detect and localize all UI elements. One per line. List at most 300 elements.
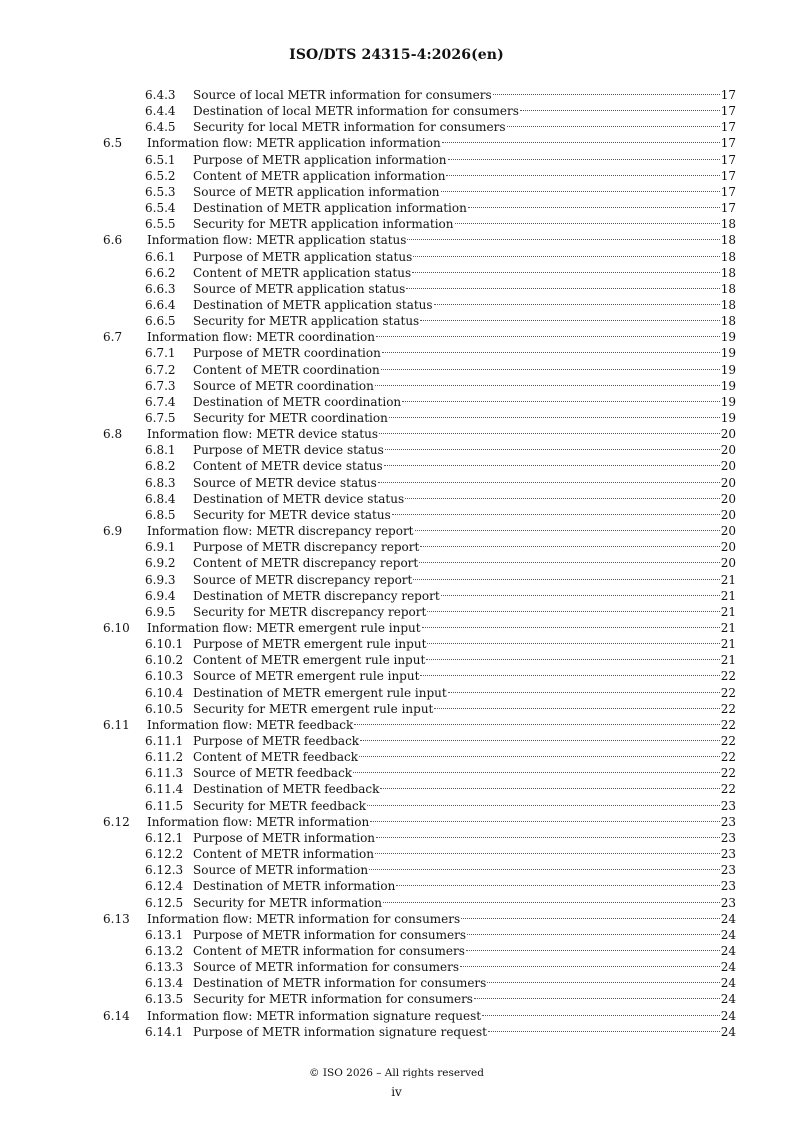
toc-entry-title: Content of METR coordination bbox=[193, 362, 380, 377]
toc-dot-leader bbox=[461, 918, 720, 919]
toc-entry[interactable] bbox=[0, 394, 793, 410]
toc-entry-page: 22 bbox=[720, 717, 736, 732]
toc-entry-line bbox=[147, 814, 736, 830]
toc-entry-line bbox=[193, 604, 736, 620]
toc-entry-title: Content of METR information bbox=[193, 847, 374, 862]
toc-entry-page: 18 bbox=[720, 297, 736, 312]
toc-entry-number: 6.11.4 bbox=[145, 782, 184, 797]
toc-entry-title: Information flow: METR device status bbox=[147, 427, 378, 442]
toc-entry-number: 6.7 bbox=[103, 330, 123, 345]
toc-entry-title: Content of METR information for consumers bbox=[193, 943, 465, 958]
toc-entry-page: 22 bbox=[720, 750, 736, 765]
toc-entry-page: 17 bbox=[720, 184, 736, 199]
toc-entry-title: Destination of METR information for consumers bbox=[193, 976, 487, 991]
toc-entry-line bbox=[193, 184, 736, 200]
toc-entry-number: 6.11.3 bbox=[145, 766, 184, 781]
toc-entry-title: Destination of METR information bbox=[193, 879, 396, 894]
toc-entry-line bbox=[193, 733, 736, 749]
toc-entry[interactable] bbox=[0, 862, 793, 878]
toc-entry-number: 6.10.5 bbox=[145, 701, 184, 716]
toc-entry-line bbox=[147, 523, 736, 539]
toc-entry-page: 24 bbox=[720, 1024, 736, 1039]
toc-entry[interactable] bbox=[0, 846, 793, 862]
toc-entry-line bbox=[193, 895, 736, 911]
toc-entry-number: 6.10 bbox=[103, 620, 130, 635]
toc-entry-title: Source of local METR information for consumers bbox=[193, 88, 492, 102]
toc-entry[interactable] bbox=[0, 830, 793, 846]
toc-dot-leader bbox=[389, 417, 720, 418]
toc-entry-number: 6.6.3 bbox=[145, 281, 176, 296]
toc-entry[interactable] bbox=[0, 701, 793, 717]
toc-entry-title: Destination of METR feedback bbox=[193, 782, 380, 797]
toc-entry-title: Purpose of METR information signature request bbox=[193, 1024, 487, 1039]
toc-entry-title: Destination of local METR information for consumers bbox=[193, 104, 519, 119]
toc-entry[interactable] bbox=[0, 733, 793, 749]
toc-entry-title: Destination of METR discrepancy report bbox=[193, 588, 440, 603]
toc-entry-number: 6.7.3 bbox=[145, 378, 176, 393]
toc-entry-page: 22 bbox=[720, 669, 736, 684]
toc-entry-number: 6.4.5 bbox=[145, 120, 176, 135]
toc-entry-title: Information flow: METR feedback bbox=[147, 717, 354, 732]
toc-dot-leader bbox=[448, 692, 720, 693]
toc-entry-line bbox=[193, 103, 736, 119]
toc-entry-number: 6.10.4 bbox=[145, 685, 184, 700]
toc-entry-title: Source of METR emergent rule input bbox=[193, 669, 420, 684]
toc-entry-number: 6.13.5 bbox=[145, 992, 184, 1007]
toc-entry[interactable] bbox=[0, 959, 793, 975]
toc-dot-leader bbox=[407, 239, 719, 240]
toc-entry[interactable] bbox=[0, 216, 793, 232]
toc-entry-number: 6.12.1 bbox=[145, 830, 184, 845]
toc-dot-leader bbox=[375, 853, 720, 854]
toc-entry-number: 6.14 bbox=[103, 1008, 130, 1023]
toc-entry-page: 17 bbox=[720, 168, 736, 183]
toc-dot-leader bbox=[384, 465, 720, 466]
toc-entry-line bbox=[147, 911, 736, 927]
toc-entry-line bbox=[193, 152, 736, 168]
toc-entry-title: Content of METR application status bbox=[193, 265, 412, 280]
toc-entry-title: Source of METR discrepancy report bbox=[193, 572, 413, 587]
toc-dot-leader bbox=[422, 627, 720, 628]
toc-entry[interactable] bbox=[0, 636, 793, 652]
toc-entry-title: Information flow: METR application status bbox=[147, 233, 407, 248]
toc-entry-line bbox=[193, 297, 736, 313]
toc-entry[interactable] bbox=[0, 184, 793, 200]
toc-entry[interactable] bbox=[0, 652, 793, 668]
toc-entry-title: Source of METR device status bbox=[193, 475, 377, 490]
toc-entry-page: 17 bbox=[720, 136, 736, 151]
toc-dot-leader bbox=[468, 207, 720, 208]
toc-entry-page: 22 bbox=[720, 734, 736, 748]
toc-entry-page: 24 bbox=[720, 943, 736, 958]
toc-dot-leader bbox=[434, 708, 719, 709]
toc-entry[interactable] bbox=[0, 152, 793, 168]
toc-entry-title: Purpose of METR emergent rule input bbox=[193, 637, 427, 652]
toc-entry[interactable] bbox=[0, 685, 793, 701]
toc-entry-page: 19 bbox=[720, 362, 736, 377]
toc-entry-title: Source of METR application information bbox=[193, 184, 440, 199]
toc-dot-leader bbox=[420, 320, 720, 321]
toc-entry-title: Content of METR discrepancy report bbox=[193, 556, 419, 571]
toc-entry-page: 23 bbox=[720, 863, 736, 878]
toc-entry-line bbox=[147, 717, 736, 733]
toc-entry[interactable] bbox=[0, 1008, 793, 1024]
toc-entry[interactable] bbox=[0, 588, 793, 604]
toc-entry-line bbox=[147, 232, 736, 248]
page-number: iv bbox=[391, 1085, 402, 1099]
toc-entry[interactable] bbox=[0, 895, 793, 911]
toc-entry[interactable] bbox=[0, 878, 793, 894]
toc-entry-line bbox=[193, 846, 736, 862]
toc-entry[interactable] bbox=[0, 523, 793, 539]
toc-entry-page: 19 bbox=[720, 346, 736, 361]
toc-dot-leader bbox=[405, 498, 720, 499]
toc-entry-number: 6.11 bbox=[103, 717, 130, 732]
toc-entry[interactable] bbox=[0, 313, 793, 329]
toc-entry-line bbox=[193, 1024, 736, 1040]
toc-entry-title: Content of METR feedback bbox=[193, 750, 358, 765]
toc-entry-title: Content of METR device status bbox=[193, 459, 383, 474]
toc-entry-page: 24 bbox=[720, 927, 736, 942]
toc-entry-number: 6.13.3 bbox=[145, 960, 184, 975]
toc-entry-title: Content of METR application information bbox=[193, 168, 446, 183]
toc-entry-line bbox=[193, 701, 736, 717]
toc-dot-leader bbox=[370, 821, 720, 822]
toc-entry-line bbox=[193, 927, 736, 943]
toc-entry-title: Security for METR device status bbox=[193, 507, 391, 522]
toc-entry-page: 23 bbox=[720, 830, 736, 845]
toc-entry[interactable] bbox=[0, 717, 793, 733]
toc-dot-leader bbox=[487, 982, 719, 983]
toc-entry-title: Purpose of METR feedback bbox=[193, 734, 360, 748]
toc-entry[interactable] bbox=[0, 442, 793, 458]
toc-entry[interactable] bbox=[0, 798, 793, 814]
toc-entry-page: 18 bbox=[720, 314, 736, 329]
toc-entry-line bbox=[193, 539, 736, 555]
toc-dot-leader bbox=[380, 788, 719, 789]
toc-entry-number: 6.12.2 bbox=[145, 847, 184, 862]
toc-entry[interactable] bbox=[0, 119, 793, 135]
toc-entry-title: Purpose of METR application information bbox=[193, 152, 447, 167]
toc-entry[interactable] bbox=[0, 410, 793, 426]
toc-entry-number: 6.4.3 bbox=[145, 88, 176, 102]
toc-entry-title: Destination of METR emergent rule input bbox=[193, 685, 447, 700]
toc-entry-line bbox=[193, 119, 736, 135]
toc-entry-title: Destination of METR application status bbox=[193, 297, 433, 312]
toc-entry[interactable] bbox=[0, 620, 793, 636]
toc-entry-number: 6.8.1 bbox=[145, 443, 176, 458]
toc-dot-leader bbox=[402, 401, 720, 402]
toc-dot-leader bbox=[354, 724, 719, 725]
toc-entry[interactable] bbox=[0, 362, 793, 378]
toc-entry-page: 23 bbox=[720, 798, 736, 813]
toc-entry-number: 6.8.3 bbox=[145, 475, 176, 490]
toc-entry[interactable] bbox=[0, 103, 793, 119]
toc-entry-page: 23 bbox=[720, 847, 736, 862]
toc-entry-page: 23 bbox=[720, 814, 736, 829]
toc-entry-line bbox=[193, 394, 736, 410]
toc-entry-page: 20 bbox=[720, 556, 736, 571]
toc-entry-page: 20 bbox=[720, 475, 736, 490]
toc-entry-title: Information flow: METR emergent rule input bbox=[147, 620, 421, 635]
toc-entry-page: 18 bbox=[720, 233, 736, 248]
toc-entry-number: 6.9 bbox=[103, 524, 123, 539]
toc-entry-page: 21 bbox=[720, 588, 736, 603]
toc-entry-line bbox=[193, 943, 736, 959]
toc-entry[interactable] bbox=[0, 297, 793, 313]
toc-entry-page: 22 bbox=[720, 701, 736, 716]
toc-entry-line bbox=[193, 87, 736, 103]
toc-entry-title: Source of METR information for consumers bbox=[193, 960, 460, 975]
toc-entry-line bbox=[193, 959, 736, 975]
toc-entry-page: 18 bbox=[720, 265, 736, 280]
document-header: ISO/DTS 24315-4:2026(en) bbox=[289, 47, 504, 63]
toc-dot-leader bbox=[353, 772, 720, 773]
toc-entry[interactable] bbox=[0, 668, 793, 684]
toc-entry-line bbox=[193, 475, 736, 491]
toc-dot-leader bbox=[482, 1015, 720, 1016]
toc-entry[interactable] bbox=[0, 749, 793, 765]
toc-entry-line bbox=[193, 281, 736, 297]
toc-entry-number: 6.9.2 bbox=[145, 556, 176, 571]
toc-dot-leader bbox=[359, 756, 720, 757]
toc-entry[interactable] bbox=[0, 975, 793, 991]
toc-entry-number: 6.8.2 bbox=[145, 459, 176, 474]
toc-entry-line bbox=[193, 588, 736, 604]
toc-entry-title: Security for METR coordination bbox=[193, 411, 388, 425]
toc-entry[interactable] bbox=[0, 765, 793, 781]
toc-entry-line bbox=[193, 975, 736, 991]
toc-entry-title: Information flow: METR coordination bbox=[147, 330, 376, 345]
toc-dot-leader bbox=[413, 256, 719, 257]
toc-entry-page: 20 bbox=[720, 443, 736, 458]
toc-entry[interactable] bbox=[0, 265, 793, 281]
toc-entry-line bbox=[193, 410, 736, 426]
toc-entry-number: 6.11.1 bbox=[145, 734, 184, 748]
toc-entry-number: 6.9.4 bbox=[145, 588, 176, 603]
toc-entry-line bbox=[193, 313, 736, 329]
toc-dot-leader bbox=[441, 595, 720, 596]
toc-entry-page: 21 bbox=[720, 620, 736, 635]
toc-entry[interactable] bbox=[0, 539, 793, 555]
toc-entry-page: 22 bbox=[720, 685, 736, 700]
toc-entry-page: 20 bbox=[720, 507, 736, 522]
toc-dot-leader bbox=[460, 966, 720, 967]
toc-entry-line bbox=[147, 426, 736, 442]
toc-entry-line bbox=[193, 991, 736, 1007]
toc-entry[interactable] bbox=[0, 491, 793, 507]
toc-entry-title: Purpose of METR device status bbox=[193, 443, 384, 458]
toc-entry[interactable] bbox=[0, 168, 793, 184]
toc-entry[interactable] bbox=[0, 911, 793, 927]
toc-entry-line bbox=[193, 781, 736, 797]
toc-dot-leader bbox=[367, 805, 720, 806]
toc-entry-page: 20 bbox=[720, 524, 736, 539]
toc-entry-line bbox=[147, 135, 736, 151]
toc-entry-title: Information flow: METR information for consumers bbox=[147, 911, 461, 926]
toc-entry-number: 6.12.4 bbox=[145, 879, 184, 894]
toc-entry-number: 6.9.3 bbox=[145, 572, 176, 587]
toc-entry-title: Purpose of METR coordination bbox=[193, 346, 381, 361]
copyright-notice: © ISO 2026 – All rights reserved bbox=[309, 1067, 484, 1079]
toc-entry-page: 23 bbox=[720, 879, 736, 894]
toc-entry-page: 21 bbox=[720, 604, 736, 619]
toc-entry-page: 20 bbox=[720, 491, 736, 506]
toc-entry[interactable] bbox=[0, 232, 793, 248]
toc-dot-leader bbox=[378, 482, 720, 483]
toc-dot-leader bbox=[376, 837, 720, 838]
toc-dot-leader bbox=[427, 611, 719, 612]
toc-entry-title: Purpose of METR information bbox=[193, 830, 376, 845]
toc-entry[interactable] bbox=[0, 426, 793, 442]
toc-entry-page: 19 bbox=[720, 394, 736, 409]
toc-dot-leader bbox=[413, 579, 719, 580]
toc-entry-line bbox=[193, 168, 736, 184]
toc-entry-line bbox=[193, 491, 736, 507]
toc-entry-number: 6.10.1 bbox=[145, 637, 184, 652]
toc-entry[interactable] bbox=[0, 87, 793, 103]
toc-entry-line bbox=[147, 1008, 736, 1024]
toc-entry-page: 21 bbox=[720, 572, 736, 587]
toc-entry-line bbox=[147, 620, 736, 636]
toc-entry-number: 6.12.5 bbox=[145, 895, 184, 910]
toc-entry-title: Security for METR discrepancy report bbox=[193, 604, 427, 619]
toc-entry[interactable] bbox=[0, 329, 793, 345]
toc-dot-leader bbox=[474, 998, 720, 999]
toc-entry-title: Destination of METR application information bbox=[193, 201, 467, 216]
toc-entry-page: 21 bbox=[720, 653, 736, 668]
toc-entry-line bbox=[193, 668, 736, 684]
toc-entry[interactable] bbox=[0, 604, 793, 620]
toc-entry-number: 6.13.1 bbox=[145, 927, 184, 942]
toc-entry-title: Source of METR coordination bbox=[193, 378, 374, 393]
toc-dot-leader bbox=[382, 352, 720, 353]
toc-entry-page: 24 bbox=[720, 960, 736, 975]
toc-entry-line bbox=[193, 216, 736, 232]
toc-entry-page: 19 bbox=[720, 378, 736, 393]
toc-entry-page: 17 bbox=[720, 88, 736, 102]
toc-entry-page: 17 bbox=[720, 120, 736, 135]
toc-entry-title: Destination of METR coordination bbox=[193, 394, 402, 409]
toc-entry[interactable] bbox=[0, 927, 793, 943]
toc-entry-page: 18 bbox=[720, 281, 736, 296]
toc-entry-number: 6.5 bbox=[103, 136, 123, 151]
toc-entry-page: 22 bbox=[720, 766, 736, 781]
toc-dot-leader bbox=[360, 740, 720, 741]
toc-entry-page: 17 bbox=[720, 104, 736, 119]
toc-entry-line bbox=[193, 830, 736, 846]
toc-entry-number: 6.6 bbox=[103, 233, 123, 248]
toc-entry-line bbox=[193, 749, 736, 765]
toc-dot-leader bbox=[381, 369, 720, 370]
toc-entry-title: Security for METR application status bbox=[193, 314, 420, 329]
toc-entry[interactable] bbox=[0, 249, 793, 265]
toc-entry-title: Security for METR application information bbox=[193, 217, 454, 232]
toc-dot-leader bbox=[420, 675, 719, 676]
toc-entry-line bbox=[193, 249, 736, 265]
toc-entry-page: 19 bbox=[720, 330, 736, 345]
toc-entry-line bbox=[193, 572, 736, 588]
toc-entry[interactable] bbox=[0, 781, 793, 797]
toc-entry-line bbox=[193, 685, 736, 701]
toc-entry-number: 6.5.1 bbox=[145, 152, 176, 167]
toc-entry-line bbox=[193, 862, 736, 878]
toc-entry-line bbox=[193, 362, 736, 378]
toc-entry[interactable] bbox=[0, 475, 793, 491]
toc-entry-number: 6.5.2 bbox=[145, 168, 176, 183]
toc-entry-title: Information flow: METR application information bbox=[147, 136, 441, 151]
toc-entry-line bbox=[193, 798, 736, 814]
toc-entry-number: 6.9.5 bbox=[145, 604, 176, 619]
toc-entry-title: Security for local METR information for consumers bbox=[193, 120, 506, 135]
toc-entry[interactable] bbox=[0, 814, 793, 830]
toc-entry[interactable] bbox=[0, 943, 793, 959]
toc-entry-number: 6.6.2 bbox=[145, 265, 176, 280]
toc-entry-number: 6.5.5 bbox=[145, 217, 176, 232]
toc-dot-leader bbox=[520, 110, 720, 111]
toc-dot-leader bbox=[396, 885, 719, 886]
toc-entry-title: Destination of METR device status bbox=[193, 491, 405, 506]
toc-dot-leader bbox=[420, 546, 719, 547]
toc-dot-leader bbox=[426, 659, 719, 660]
toc-dot-leader bbox=[383, 902, 720, 903]
toc-entry-number: 6.11.5 bbox=[145, 798, 184, 813]
toc-entry-number: 6.8.5 bbox=[145, 507, 176, 522]
toc-entry-line bbox=[193, 507, 736, 523]
toc-entry[interactable] bbox=[0, 991, 793, 1007]
toc-entry-title: Purpose of METR information for consumers bbox=[193, 927, 466, 942]
toc-entry-number: 6.9.1 bbox=[145, 540, 176, 555]
toc-entry[interactable] bbox=[0, 458, 793, 474]
toc-entry[interactable] bbox=[0, 507, 793, 523]
toc-entry-line bbox=[193, 458, 736, 474]
toc-entry-title: Content of METR emergent rule input bbox=[193, 653, 426, 668]
toc-dot-leader bbox=[392, 514, 720, 515]
toc-dot-leader bbox=[415, 530, 720, 531]
toc-dot-leader bbox=[406, 288, 719, 289]
toc-entry-title: Security for METR feedback bbox=[193, 798, 367, 813]
toc-entry-title: Information flow: METR information bbox=[147, 814, 370, 829]
toc-entry-number: 6.5.4 bbox=[145, 201, 176, 216]
toc-dot-leader bbox=[467, 934, 720, 935]
toc-dot-leader bbox=[427, 643, 719, 644]
toc-dot-leader bbox=[376, 336, 720, 337]
toc-entry-number: 6.10.3 bbox=[145, 669, 184, 684]
toc-entry[interactable] bbox=[0, 555, 793, 571]
toc-entry[interactable] bbox=[0, 281, 793, 297]
toc-entry-line bbox=[193, 265, 736, 281]
toc-entry-line bbox=[193, 878, 736, 894]
toc-entry[interactable] bbox=[0, 345, 793, 361]
toc-entry-title: Source of METR application status bbox=[193, 281, 406, 296]
toc-entry[interactable] bbox=[0, 378, 793, 394]
toc-entry-page: 21 bbox=[720, 637, 736, 652]
toc-entry-number: 6.6.1 bbox=[145, 249, 176, 264]
toc-entry[interactable] bbox=[0, 135, 793, 151]
toc-entry-title: Security for METR information bbox=[193, 895, 382, 910]
toc-entry[interactable] bbox=[0, 572, 793, 588]
toc-entry-number: 6.13 bbox=[103, 911, 130, 926]
toc-entry-page: 17 bbox=[720, 152, 736, 167]
toc-entry-title: Source of METR information bbox=[193, 863, 369, 878]
toc-dot-leader bbox=[369, 869, 720, 870]
toc-entry[interactable] bbox=[0, 200, 793, 216]
toc-entry-number: 6.6.4 bbox=[145, 297, 176, 312]
toc-entry-page: 24 bbox=[720, 1008, 736, 1023]
toc-dot-leader bbox=[441, 191, 720, 192]
toc-dot-leader bbox=[493, 94, 720, 95]
toc-entry[interactable] bbox=[0, 1024, 793, 1040]
